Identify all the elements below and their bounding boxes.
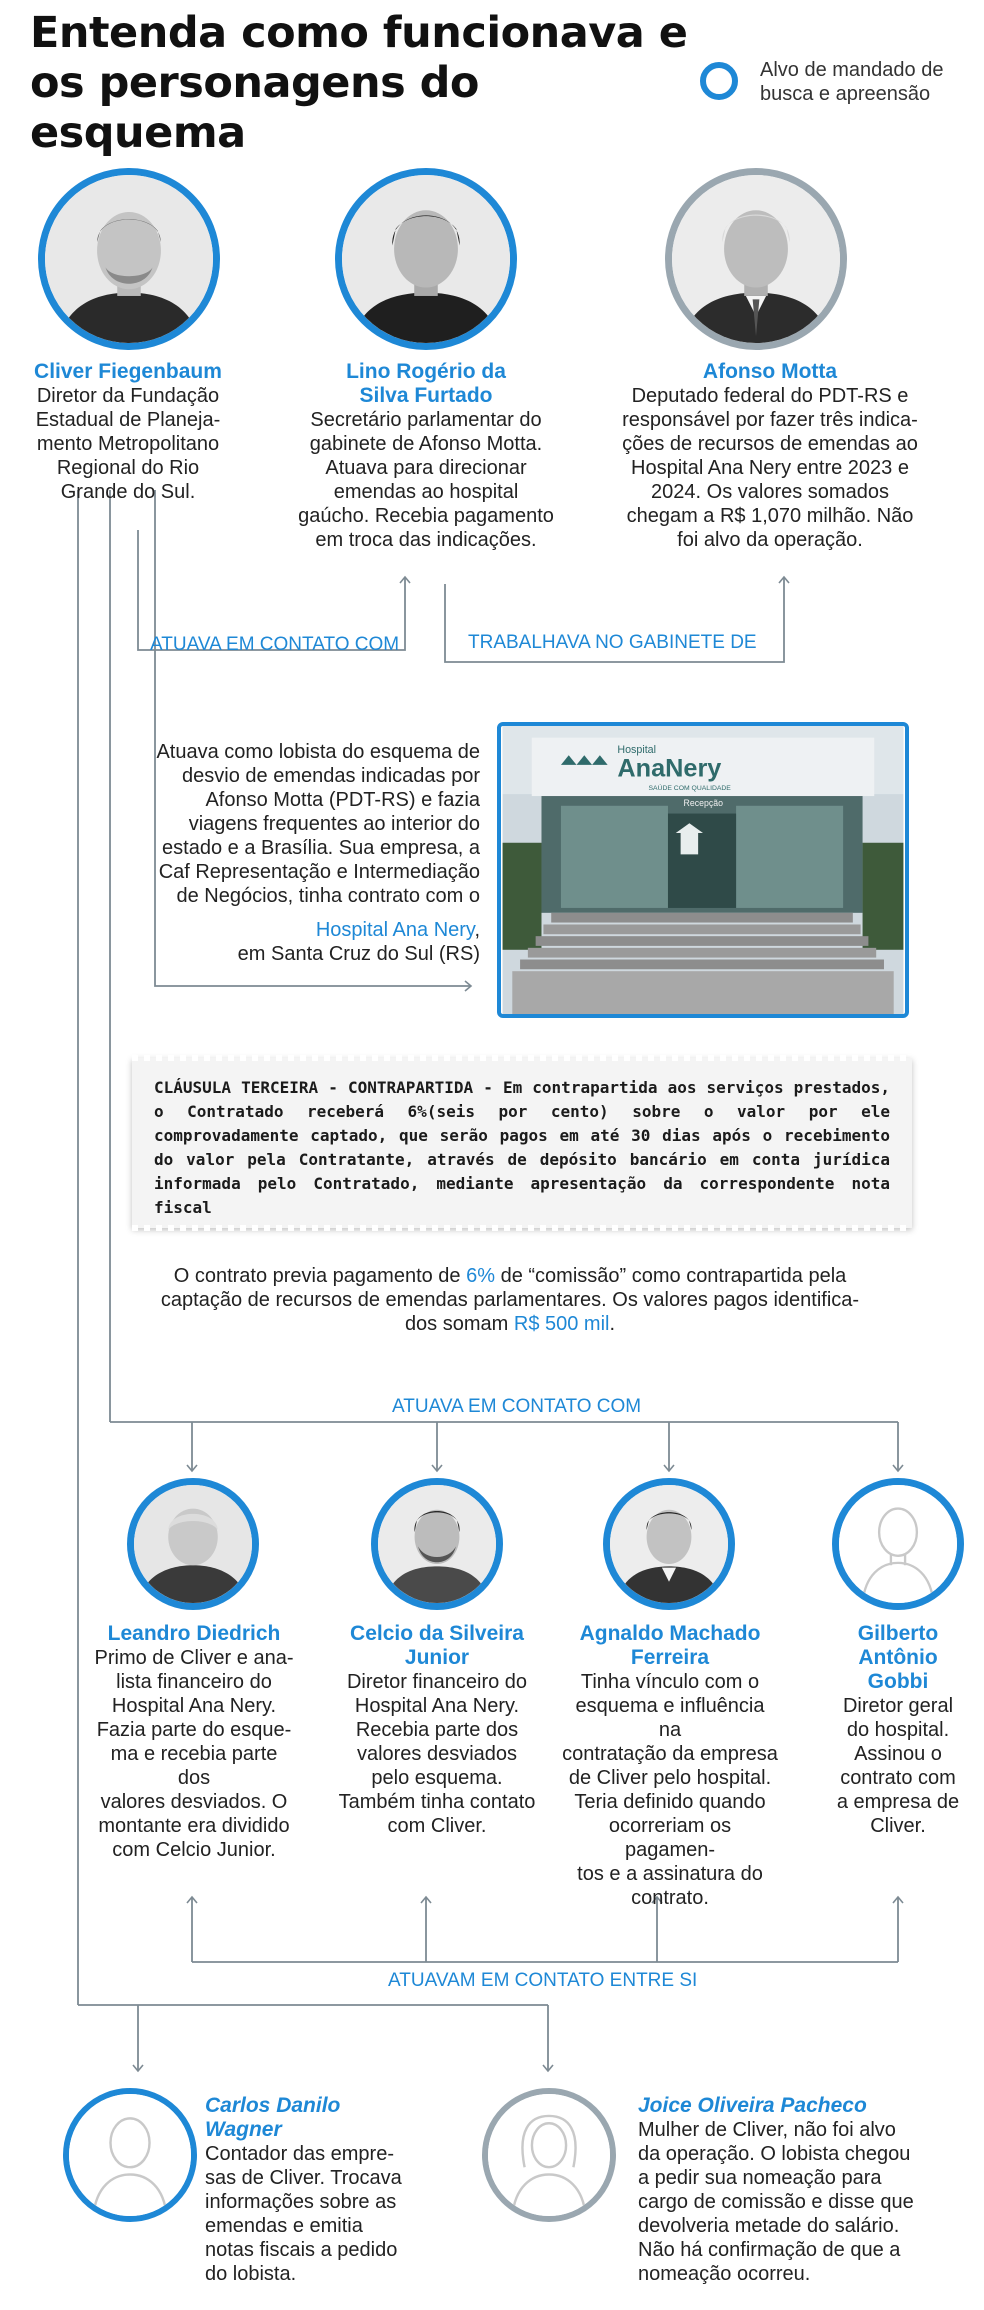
person-lino [276, 360, 576, 552]
person-gilberto [818, 1622, 978, 1838]
person-photo-icon [134, 1485, 252, 1603]
person-afonso [600, 360, 940, 552]
person-photo-icon [45, 175, 213, 343]
person-agnaldo [562, 1622, 778, 1910]
person-desc: Deputado federal do PDT-RS e responsável por fazer três indica- ções de recursos de emendas ao Hospital Ana Nery entre 2023 e 2024. Os valores somados chegam a R$ 1,070 milhão. Não foi alvo da operação. [622, 385, 918, 551]
label-group-between: ATUAVAM EM CONTATO ENTRE SI [388, 1970, 698, 1991]
hospital-sign-small: Hospital [617, 744, 657, 757]
person-joice [638, 2094, 938, 2286]
contract-clause: CLÁUSULA TERCEIRA - CONTRAPARTIDA - Em contrapartida aos serviços prestados, o Contratado receberá 6%(seis por cento) sobre o valor por ele comprovadamente captado, que serão pagos em até 30 dias após o recebimento do valor pela Contratante, através de depósito bancário em conta jurídica informada pelo Contratado, mediante apresentação da correspondente nota fiscal [132, 1058, 912, 1228]
person-photo-icon [610, 1485, 728, 1603]
person-photo-icon [342, 175, 510, 343]
person-placeholder-icon [69, 2094, 191, 2216]
hospital-building-illustration [501, 726, 905, 1014]
person-desc: Diretor geral do hospital. Assinou o contrato com a empresa de Cliver. [836, 1695, 960, 1837]
portrait-gilberto [832, 1478, 964, 1610]
person-placeholder-icon [488, 2094, 610, 2216]
portrait-joice [482, 2088, 616, 2222]
person-placeholder-icon [839, 1485, 957, 1603]
person-leandro [92, 1622, 296, 1862]
person-name: Joice Oliveira Pacheco [638, 2094, 867, 2117]
reception-sign: Recepção [683, 797, 723, 808]
lobbyist-description: Atuava como lobista do esquema de desvio de emendas indicadas por Afonso Motta (PDT-RS) e fazia viagens frequentes ao interior do estado e a Brasília. Sua empresa, a Caf Representação e Intermediação de Negócios, tinha contrato com o Hospital Ana Nery, em Santa Cruz do Sul (RS) [156, 741, 480, 965]
portrait-cliver [38, 168, 220, 350]
person-carlos [205, 2094, 435, 2286]
portrait-afonso [665, 168, 847, 350]
hospital-link: Hospital Ana Nery [315, 919, 475, 941]
person-name: Cliver Fiegenbaum [34, 360, 222, 383]
hospital-sign-name: AnaNery [617, 754, 722, 783]
commission-percent: 6% [466, 1265, 496, 1287]
portrait-lino [335, 168, 517, 350]
person-cliver [8, 360, 248, 504]
person-desc: Diretor da Fundação Estadual de Planeja- mento Metropolitano Regional do Rio Grande do Sul. [35, 385, 221, 503]
portrait-celcio [371, 1478, 503, 1610]
contract-summary: O contrato previa pagamento de 6% de “comissão” como contrapartida pela captação de recursos de emendas parlamentares. Os valores pagos identifica- dos somam R$ 500 mil. [160, 1265, 860, 1335]
person-desc: Mulher de Cliver, não foi alvo da operação. O lobista chegou a pedir sua nomeação para cargo de comissão e disse que devolveria metade do salário. Não há confirmação de que a nomeação ocorreu. [638, 2119, 914, 2285]
person-name: Gilberto Antônio Gobbi [857, 1622, 939, 1693]
person-name: Carlos Danilo Wagner [205, 2094, 341, 2141]
portrait-agnaldo [603, 1478, 735, 1610]
title-line-2: os personagens do esquema [30, 58, 479, 158]
label-cliver-group: ATUAVA EM CONTATO COM [392, 1396, 642, 1417]
person-celcio [332, 1622, 542, 1838]
person-name: Leandro Diedrich [107, 1622, 281, 1645]
person-desc: Primo de Cliver e ana- lista financeiro do Hospital Ana Nery. Fazia parte do esque- ma e recebia parte dos valores desviados. O montante era dividido com Celcio Junior. [94, 1647, 294, 1861]
hospital-sign-tagline: SAÚDE COM QUALIDADE [648, 785, 731, 793]
person-name: Afonso Motta [702, 360, 838, 383]
person-photo-icon [672, 175, 840, 343]
person-name: Celcio da Silveira Junior [350, 1622, 524, 1669]
person-desc: Diretor financeiro do Hospital Ana Nery. Recebia parte dos valores desviados pelo esquema. Também tinha contato com Cliver. [338, 1671, 536, 1837]
label-lino-afonso: TRABALHAVA NO GABINETE DE [468, 632, 757, 653]
title-line-1: Entenda como funcionava e [30, 8, 688, 58]
person-name: Agnaldo Machado Ferreira [579, 1622, 761, 1669]
person-name: Lino Rogério da Silva Furtado [346, 360, 506, 407]
hospital-photo [497, 722, 909, 1018]
portrait-carlos [63, 2088, 197, 2222]
legend-line-1: Alvo de mandado de [760, 59, 944, 81]
label-cliver-lino: ATUAVA EM CONTATO COM [150, 634, 400, 655]
portrait-leandro [127, 1478, 259, 1610]
total-paid: R$ 500 mil [513, 1313, 610, 1335]
legend-line-2: busca e apreensão [760, 83, 931, 105]
person-desc: Tinha vínculo com o esquema e influência na contratação da empresa de Cliver pelo hospital. Teria definido quando ocorreriam os pagamen- tos e a assinatura do contrato. [562, 1671, 778, 1909]
person-desc: Secretário parlamentar do gabinete de Afonso Motta. Atuava para direcionar emendas ao hospital gaúcho. Recebia pagamento em troca das indicações. [298, 409, 554, 551]
person-photo-icon [378, 1485, 496, 1603]
person-desc: Contador das empre- sas de Cliver. Trocava informações sobre as emendas e emitia notas fiscais a pedido do lobista. [205, 2143, 402, 2285]
